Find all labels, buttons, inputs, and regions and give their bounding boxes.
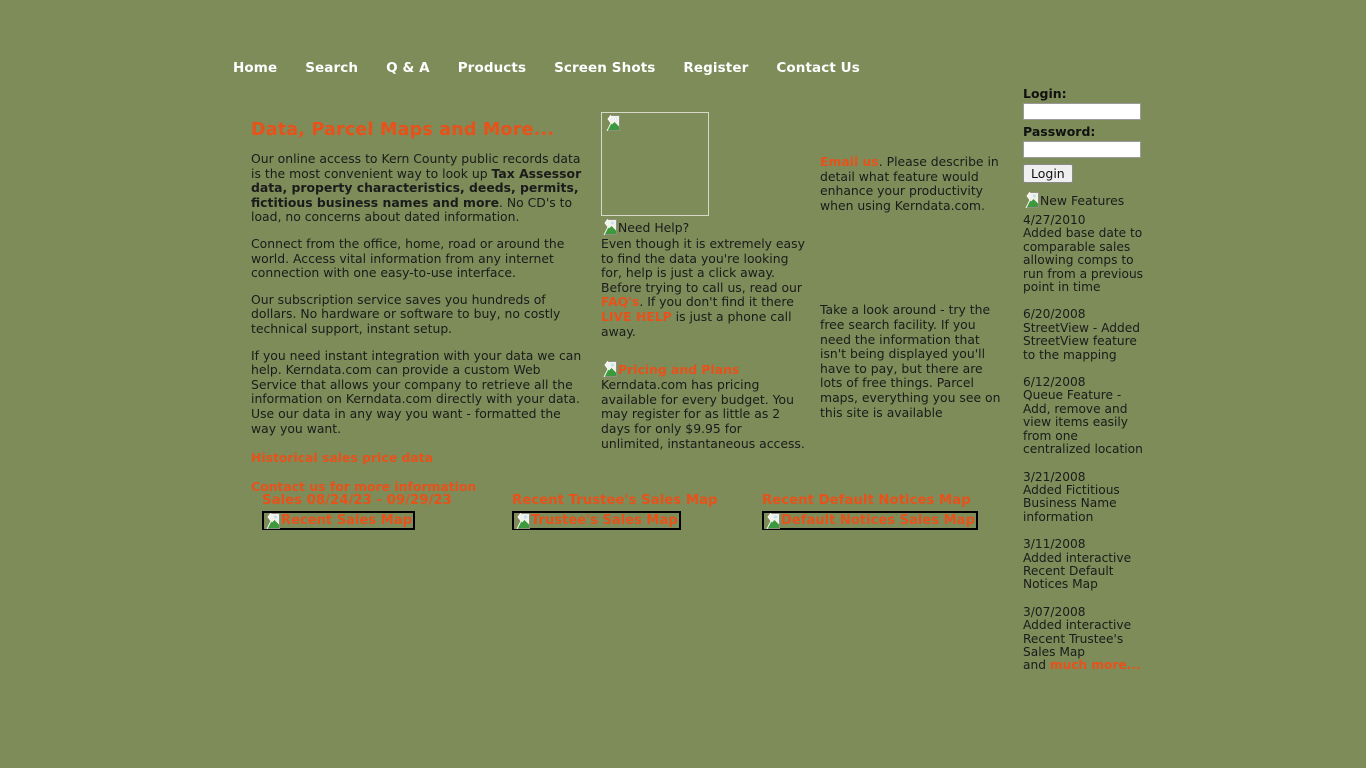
link-faqs[interactable]: FAQ's [601, 294, 640, 310]
map-alt-text: Default Notices Sales Map [781, 513, 975, 528]
map-title-trustees-sales[interactable]: Recent Trustee's Sales Map [512, 493, 718, 508]
intro-p1-bold: Tax Assessor data, property characteristics, deeds, permits, fictitious business names and more [251, 165, 582, 210]
help-column [601, 112, 806, 451]
nav-item-products[interactable]: Products [457, 60, 527, 76]
link-contact-us-for-more-information[interactable]: Contact us for more information [251, 479, 477, 495]
new-features-label: New Features [1040, 192, 1125, 208]
feature-date: 3/21/2008 [1023, 469, 1086, 484]
need-help-heading [601, 219, 806, 235]
feedback-column [820, 155, 1006, 420]
login-sidebar [1023, 86, 1148, 687]
need-help-text [601, 237, 806, 339]
password-input[interactable] [1023, 141, 1141, 158]
feature-date: 6/20/2008 [1023, 307, 1086, 322]
login-label: Login: [1023, 86, 1067, 101]
map-image-link-recent-sales[interactable] [262, 511, 415, 530]
feature-date: 4/27/2010 [1023, 213, 1086, 227]
map-image-link-default-notices[interactable] [762, 511, 978, 530]
broken-image-icon [264, 513, 280, 529]
feature-date: 6/12/2008 [1023, 375, 1086, 390]
intro-p1-text-b: . No CD's to load, no concerns about dated information. [251, 194, 573, 225]
map-title-recent-sales[interactable]: Sales 08/24/23 - 09/29/23 [262, 493, 452, 508]
feature-date: 3/11/2008 [1023, 537, 1086, 552]
broken-image-icon [514, 513, 530, 529]
feature-entry [1023, 214, 1148, 294]
feature-description: Added interactive Recent Default Notices Map [1023, 550, 1132, 592]
map-links-row [0, 493, 1366, 533]
feature-description: Added base date to comparable sales allowing comps to run from a previous point in time [1023, 226, 1144, 295]
feature-description: Queue Feature - Add, remove and view items easily from one centralized location [1023, 388, 1143, 457]
feature-entry-last [1023, 606, 1148, 673]
link-historical-sales-price-data[interactable]: Historical sales price data [251, 450, 433, 466]
and-label: and [1023, 658, 1050, 673]
broken-image-icon [1023, 192, 1039, 208]
nav-item-contact-us[interactable]: Contact Us [776, 60, 860, 76]
broken-image-icon [604, 115, 620, 131]
map-image-link-trustees-sales[interactable] [512, 511, 681, 530]
intro-paragraph-4: If you need instant integration with your data we can help. Kerndata.com can provide a custom Web Service that allows your company to retrieve all the information on Kerndata.com directly with your data. Use our data in any way you want - formatted the way you want. [251, 347, 582, 436]
broken-image-icon [601, 361, 617, 377]
feature-entry [1023, 308, 1148, 362]
email-us-text: . Please describe in detail what feature would enhance your productivity when using Kerndata.com. [820, 154, 999, 213]
pricing-block [601, 361, 806, 451]
password-label: Password: [1023, 124, 1096, 139]
nav-item-screen-shots[interactable]: Screen Shots [554, 60, 656, 76]
link-live-help[interactable]: LIVE HELP [601, 308, 672, 324]
intro-p1-text-a: Our online access to Kern County public records data is the most convenient way to look up [251, 151, 581, 181]
login-button[interactable]: Login [1023, 164, 1073, 183]
login-input[interactable] [1023, 103, 1141, 120]
main-navigation [233, 60, 860, 76]
map-alt-text: Recent Sales Map [281, 513, 412, 528]
feature-description: StreetView - Added StreetView feature to the mapping [1023, 320, 1140, 362]
broken-image-icon [764, 513, 780, 529]
intro-paragraph-2: Connect from the office, home, road or around the world. Access vital information from any internet connection with one easy-to-use interface. [251, 235, 565, 281]
feature-description: Added interactive Recent Trustee's Sales Map [1023, 618, 1132, 659]
feature-entry [1023, 376, 1148, 456]
map-item-recent-sales [262, 493, 452, 533]
map-item-default-notices [762, 493, 978, 533]
nav-item-register[interactable]: Register [683, 60, 749, 76]
much-more-line [1023, 659, 1148, 672]
map-alt-text: Trustee's Sales Map [531, 513, 678, 528]
map-item-trustees-sales [512, 493, 718, 533]
intro-paragraph-1 [251, 152, 582, 225]
new-features-heading [1023, 192, 1148, 208]
intro-links [251, 450, 582, 494]
link-pricing-and-plans[interactable]: Pricing and Plans [618, 361, 740, 377]
link-much-more[interactable]: much more... [1049, 658, 1141, 673]
need-help-text-a: Even though it is extremely easy to find the data you're looking for, help is just a click away. Before trying to call us, read our [601, 236, 805, 295]
need-help-label: Need Help? [618, 219, 690, 235]
hero-image-placeholder[interactable] [601, 112, 709, 216]
pricing-text: Kerndata.com has pricing available for every budget. You may register for as little as 2 days for only $9.95 for unlimited, instantaneous access. [601, 377, 805, 451]
feature-description: Added Fictitious Business Name information [1023, 482, 1120, 524]
need-help-text-c: is just a phone call away. [601, 308, 792, 339]
look-around-paragraph: Take a look around - try the free search facility. If you need the information that isn't being displayed you'll have to pay, but there are lots of free things. Parcel maps, everything you see on this site is available [820, 302, 1001, 420]
pricing-heading[interactable] [601, 361, 806, 377]
intro-paragraph-3: Our subscription service saves you hundreds of dollars. No hardware or software to buy, no costly technical support, instant setup. [251, 291, 561, 336]
map-title-default-notices[interactable]: Recent Default Notices Map [762, 493, 971, 508]
page-title: Data, Parcel Maps and More... [251, 120, 555, 140]
nav-item-search[interactable]: Search [305, 60, 359, 76]
intro-column [251, 120, 582, 508]
nav-item-home[interactable]: Home [233, 60, 278, 76]
link-email-us[interactable]: Email us [820, 154, 879, 169]
email-us-paragraph [820, 155, 1006, 213]
need-help-text-b: . If you don't find it there [639, 294, 794, 310]
nav-item-qa[interactable]: Q & A [386, 60, 430, 76]
feature-date: 3/07/2008 [1023, 604, 1086, 619]
broken-image-icon [601, 219, 617, 235]
feature-entry [1023, 538, 1148, 592]
